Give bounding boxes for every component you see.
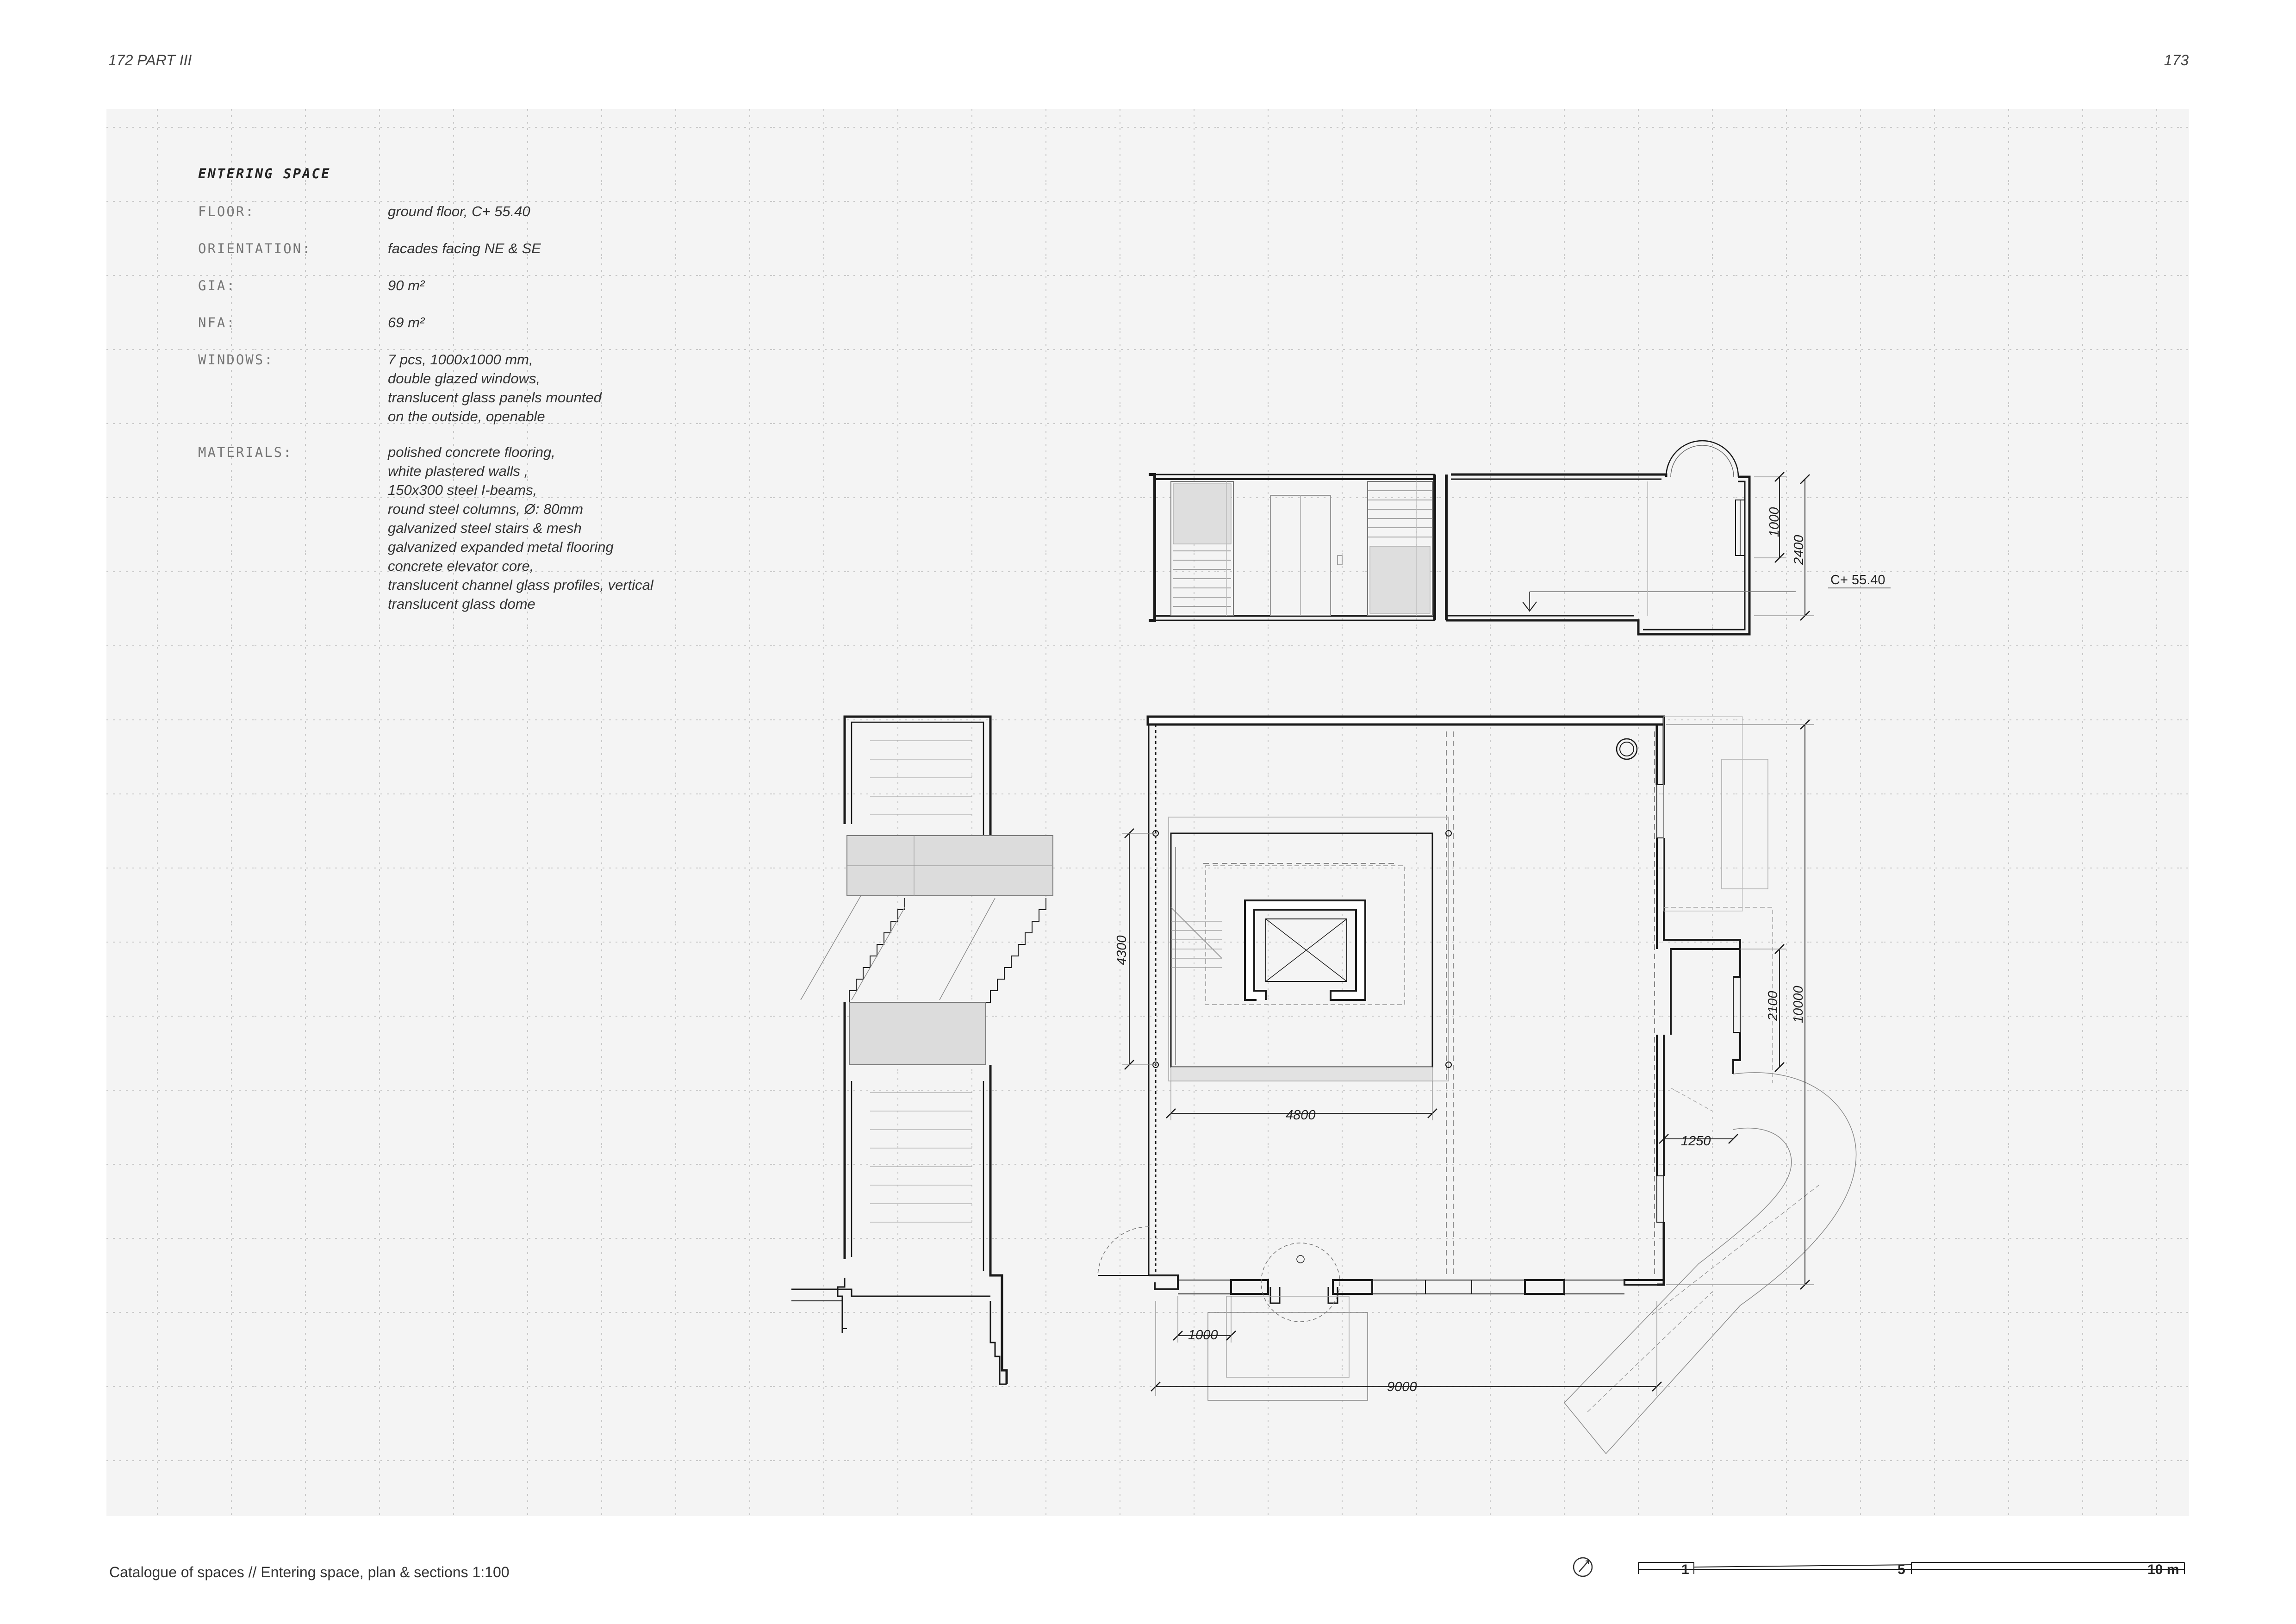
orientation-value: facades facing NE & SE [388, 240, 541, 256]
floor-label: FLOOR: [198, 204, 255, 219]
figure-caption: Catalogue of spaces // Entering space, plan & sections 1:100 [109, 1564, 510, 1580]
dim-10000: 10000 [1791, 986, 1806, 1023]
page-number-right: 173 [2164, 52, 2189, 69]
nfa-value: 69 m² [388, 314, 425, 331]
dim-4300: 4300 [1114, 935, 1129, 965]
page-number-left: 172 PART III [108, 52, 192, 69]
section-drawing-vertical [791, 717, 1053, 1384]
gia-value: 90 m² [388, 277, 425, 294]
scale-label-10m: 10 m [2147, 1562, 2179, 1577]
scale-label-1: 1 [1681, 1562, 1689, 1577]
level-label: C+ 55.40 [1830, 573, 1885, 587]
north-arrow-icon [1574, 1558, 1592, 1576]
nfa-label: NFA: [198, 315, 236, 331]
materials-value: polished concrete flooring, white plastered walls , 150x300 steel I-beams, round steel columns, Ø: 80mm galvanized steel stairs & mesh galvanized expanded metal flooring concrete elevator core, translucent channel glass profiles, vertical translucent glass dome [388, 444, 653, 612]
orientation-label: ORIENTATION: [198, 241, 312, 256]
windows-label: WINDOWS: [198, 352, 274, 368]
dim-1000-section: 1000 [1767, 507, 1782, 537]
space-title: ENTERING SPACE [198, 166, 331, 181]
dim-9000: 9000 [1387, 1380, 1417, 1394]
windows-value: 7 pcs, 1000x1000 mm, double glazed windows, translucent glass panels mounted on the outside, openable [388, 351, 602, 425]
dim-2400-section: 2400 [1792, 535, 1806, 565]
scale-label-5: 5 [1898, 1562, 1905, 1577]
dim-1000-plan: 1000 [1188, 1328, 1218, 1343]
materials-label: MATERIALS: [198, 444, 293, 460]
floor-plan [1098, 717, 1856, 1454]
dim-1250: 1250 [1681, 1134, 1711, 1149]
dim-2100: 2100 [1766, 991, 1780, 1021]
floor-value: ground floor, C+ 55.40 [388, 203, 530, 219]
dim-4800: 4800 [1286, 1108, 1316, 1123]
section-drawing-horizontal [1149, 441, 1814, 634]
gia-label: GIA: [198, 278, 236, 294]
scale-bar [1638, 1562, 2184, 1574]
